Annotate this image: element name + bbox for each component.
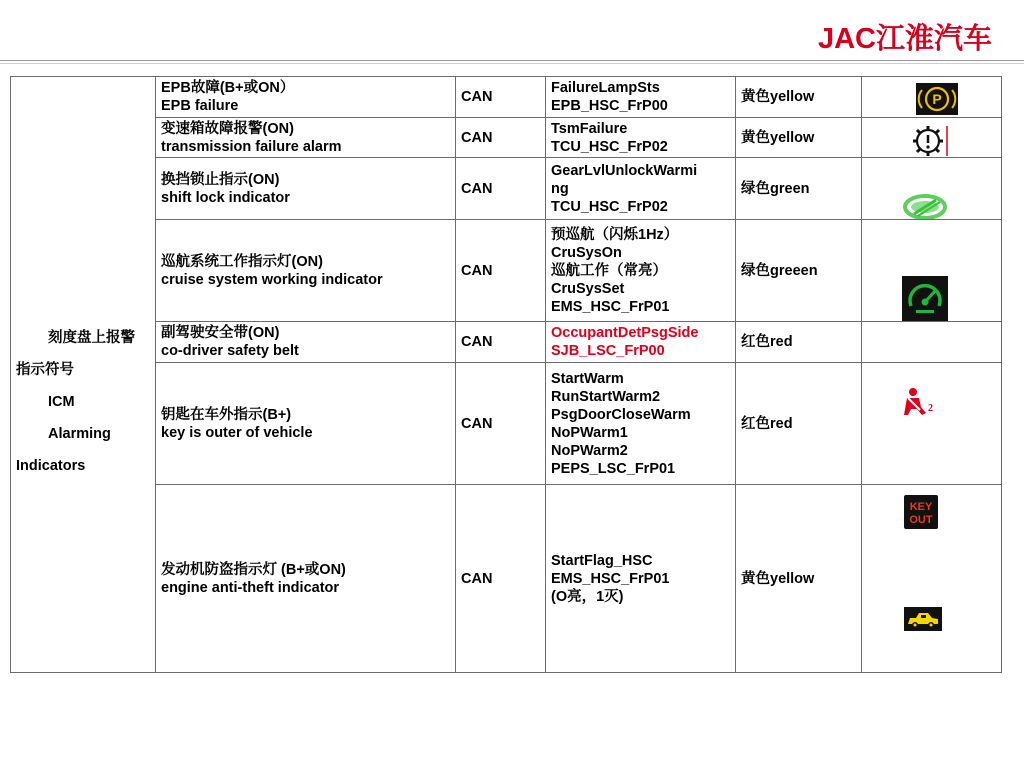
bus-cell: CAN (456, 118, 546, 158)
indicator-name-en: EPB failure (161, 98, 239, 114)
signal-line: PsgDoorCloseWarm (551, 406, 691, 423)
header-divider-secondary (0, 63, 1024, 64)
key-out-icon (904, 495, 938, 529)
icon-cell (862, 118, 1002, 158)
color-cell: 红色red (736, 322, 862, 363)
seatbelt-icon (902, 387, 936, 417)
parking-brake-fault-icon (916, 83, 958, 115)
icon-cell (862, 363, 1002, 485)
table-row (11, 77, 1002, 118)
color-cell: 红色red (736, 363, 862, 485)
icon-cell (862, 220, 1002, 322)
category-cell (11, 77, 156, 673)
category-line: Alarming (48, 425, 111, 442)
car-immobilizer-icon (904, 607, 942, 631)
indicator-name-cell (156, 118, 456, 158)
indicator-name-cell (156, 363, 456, 485)
indicator-name-cn: 副驾驶安全带(ON) (161, 325, 280, 341)
signal-line: TCU_HSC_FrP02 (551, 138, 668, 155)
signal-line: 巡航工作（常亮） (551, 262, 667, 279)
signal-line: CruSysSet (551, 280, 625, 297)
signal-line: TsmFailure (551, 120, 628, 137)
signal-line: StartFlag_HSC (551, 552, 653, 569)
table-row (11, 363, 1002, 485)
signal-line: RunStartWarm2 (551, 388, 661, 405)
signal-cell (546, 363, 736, 485)
indicator-name-cell (156, 158, 456, 220)
indicator-name-cn: 钥匙在车外指示(B+) (161, 406, 292, 423)
color-cell: 绿色greeen (736, 220, 862, 322)
table-row (11, 118, 1002, 158)
signal-line: CruSysOn (551, 244, 622, 261)
color-cell: 绿色green (736, 158, 862, 220)
signal-cell (546, 77, 736, 118)
bus-cell: CAN (456, 322, 546, 363)
bus-cell: CAN (456, 485, 546, 673)
signal-line: PEPS_LSC_FrP01 (551, 460, 676, 477)
signal-line: OccupantDetPsgSide (551, 325, 699, 341)
indicator-name-cn: 巡航系统工作指示灯(ON) (161, 253, 323, 270)
key-out-text-2: OUT (909, 514, 933, 526)
indicator-name-cell (156, 485, 456, 673)
brand-title: JAC江淮汽车 (817, 23, 992, 55)
signal-cell (546, 158, 736, 220)
seatbelt-subscript: 2 (928, 403, 933, 414)
indicator-name-en: shift lock indicator (161, 189, 290, 206)
signal-line: EMS_HSC_FrP01 (551, 298, 670, 315)
signal-line: 预巡航（闪烁1Hz） (551, 226, 679, 243)
table-row (11, 158, 1002, 220)
signal-line: (O亮，1灭) (551, 588, 624, 605)
icon-cell (862, 77, 1002, 118)
signal-cell (546, 485, 736, 673)
signal-cell (546, 322, 736, 363)
indicator-name-en: key is outer of vehicle (161, 424, 313, 441)
indicator-name-cn: 变速箱故障报警(ON) (161, 120, 294, 137)
signal-line: NoPWarm1 (551, 424, 628, 441)
indicator-table (10, 76, 1002, 673)
cruise-control-icon (902, 276, 948, 322)
transmission-fault-icon (910, 124, 950, 158)
signal-line: NoPWarm2 (551, 442, 628, 459)
indicator-name-cn: 发动机防盗指示灯 (B+或ON) (161, 561, 346, 578)
category-line: 指示符号 (16, 361, 74, 378)
signal-line: ng (551, 180, 569, 197)
signal-line: FailureLampSts (551, 80, 660, 96)
indicator-name-cn: 换挡锁止指示(ON) (161, 171, 280, 188)
category-line: Indicators (16, 457, 86, 474)
indicator-name-cell (156, 220, 456, 322)
indicator-name-en: engine anti-theft indicator (161, 579, 340, 596)
bus-cell: CAN (456, 363, 546, 485)
category-line: 刻度盘上报警 (48, 329, 135, 346)
signal-line: StartWarm (551, 370, 624, 387)
indicator-name-cell (156, 77, 456, 118)
signal-line: SJB_LSC_FrP00 (551, 343, 665, 359)
signal-line: TCU_HSC_FrP02 (551, 198, 668, 215)
category-line: ICM (48, 393, 75, 410)
bus-cell: CAN (456, 158, 546, 220)
signal-cell (546, 118, 736, 158)
icon-cell (862, 485, 1002, 673)
table-row (11, 322, 1002, 363)
svg-text:P: P (932, 91, 942, 107)
color-cell: 黄色yellow (736, 118, 862, 158)
header-divider (0, 60, 1024, 61)
indicator-name-en: transmission failure alarm (161, 138, 342, 155)
key-out-text-1: KEY (909, 501, 933, 513)
indicator-name-en: co-driver safety belt (161, 343, 299, 359)
icon-cell (862, 158, 1002, 220)
table-row (11, 220, 1002, 322)
icon-cell (862, 322, 1002, 363)
indicator-name-cn: EPB故障(B+或ON） (161, 80, 295, 96)
indicator-name-cell (156, 322, 456, 363)
signal-cell (546, 220, 736, 322)
bus-cell: CAN (456, 77, 546, 118)
bus-cell: CAN (456, 220, 546, 322)
signal-line: EPB_HSC_FrP00 (551, 98, 668, 114)
signal-line: EMS_HSC_FrP01 (551, 570, 670, 587)
color-cell: 黄色yellow (736, 77, 862, 118)
signal-line: GearLvlUnlockWarmi (551, 162, 698, 179)
color-cell: 黄色yellow (736, 485, 862, 673)
table-row (11, 485, 1002, 673)
indicator-name-en: cruise system working indicator (161, 271, 383, 288)
shift-lock-icon (902, 194, 948, 220)
